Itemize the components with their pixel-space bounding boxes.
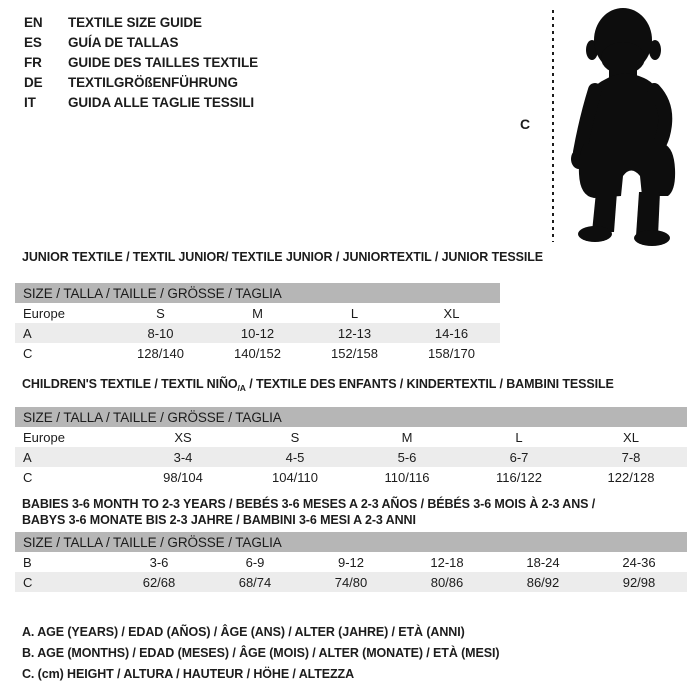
- size-cell: XL: [443, 305, 460, 321]
- childrens-textile-section: [15, 376, 687, 487]
- language-label: GUIDE DES TAILLES TEXTILE: [68, 55, 259, 70]
- size-table-row: [15, 447, 687, 467]
- section-title: [22, 496, 687, 528]
- children-size-table: [15, 407, 687, 487]
- size-cell: 158/170: [428, 345, 475, 361]
- size-cell: 3-6: [149, 554, 169, 570]
- size-cell: 4-5: [239, 447, 351, 467]
- junior-textile-section: [15, 249, 543, 363]
- section-title-text: / TEXTILE DES ENFANTS / KINDERTEXTIL / BAMBINI TESSILE: [245, 377, 614, 391]
- size-cell: 74/80: [303, 572, 399, 592]
- section-title-line1: BABIES 3-6 MONTH TO 2-3 YEARS / BEBÉS 3-6 MESES A 2-3 AÑOS / BÉBÉS 3-6 MOIS À 2-3 ANS /: [22, 497, 596, 511]
- size-cell: S: [156, 305, 165, 321]
- size-cell: 140/152: [234, 345, 281, 361]
- size-cell: 86/92: [495, 572, 591, 592]
- size-cell: S: [290, 429, 300, 445]
- size-cell: 110/116: [384, 469, 430, 485]
- size-cell: 14-16: [403, 323, 500, 343]
- size-cell: 12-18: [430, 554, 464, 570]
- language-code: EN: [24, 15, 43, 30]
- size-cell: 98/104: [163, 469, 203, 485]
- size-table-row: [15, 343, 500, 363]
- language-code: IT: [24, 95, 36, 110]
- row-label: A: [15, 323, 112, 343]
- size-table-row: [15, 303, 500, 323]
- size-cell: 62/68: [111, 572, 207, 592]
- size-table-row: [15, 552, 687, 572]
- size-cell: 5-6: [351, 447, 463, 467]
- row-label: A: [15, 447, 127, 467]
- section-title-text: CHILDREN'S TEXTILE / TEXTIL NIÑO: [22, 377, 238, 391]
- row-label: Europe: [23, 305, 65, 321]
- size-cell: XL: [623, 429, 639, 445]
- size-cell: 152/158: [331, 345, 378, 361]
- footnotes: [22, 622, 499, 685]
- size-table-row: [15, 323, 500, 343]
- language-label: GUIDA ALLE TAGLIE TESSILI: [68, 95, 254, 110]
- size-cell: 12-13: [306, 323, 403, 343]
- language-row: [24, 33, 258, 53]
- row-label: C: [23, 345, 33, 361]
- size-table-row: [15, 467, 687, 487]
- row-label: C: [15, 572, 111, 592]
- size-cell: 7-8: [575, 447, 687, 467]
- size-cell: M: [401, 429, 413, 445]
- size-cell: 128/140: [137, 345, 184, 361]
- footnote-c: C. (cm) HEIGHT / ALTURA / HAUTEUR / HÖHE / ALTEZZA: [22, 667, 355, 681]
- height-marker-label: C: [520, 116, 531, 132]
- junior-size-table: [15, 283, 500, 363]
- section-title: JUNIOR TEXTILE / TEXTIL JUNIOR/ TEXTILE JUNIOR / JUNIORTEXTIL / JUNIOR TESSILE: [22, 250, 543, 264]
- size-cell: M: [252, 305, 263, 321]
- size-cell: 3-4: [127, 447, 239, 467]
- size-table-row: [15, 427, 687, 447]
- row-label: C: [23, 469, 33, 485]
- language-list: [24, 13, 258, 113]
- size-cell: 9-12: [337, 554, 365, 570]
- size-cell: 6-9: [245, 554, 265, 570]
- language-row: [24, 53, 258, 73]
- size-cell: 6-7: [463, 447, 575, 467]
- language-row: [24, 93, 258, 113]
- size-cell: 80/86: [399, 572, 495, 592]
- row-label: B: [23, 554, 32, 570]
- language-code: FR: [24, 55, 42, 70]
- language-row: [24, 73, 258, 93]
- size-cell: 92/98: [591, 572, 687, 592]
- size-cell: 18-24: [526, 554, 560, 570]
- size-table-header: SIZE / TALLA / TAILLE / GRÖSSE / TAGLIA: [15, 407, 687, 427]
- language-row: [24, 13, 258, 33]
- row-label: Europe: [23, 429, 65, 445]
- section-title: [22, 376, 687, 396]
- language-code: DE: [24, 75, 43, 90]
- size-cell: 10-12: [209, 323, 306, 343]
- language-label: TEXTILE SIZE GUIDE: [68, 15, 202, 30]
- size-cell: L: [350, 305, 359, 321]
- size-table-row: [15, 572, 687, 592]
- height-figure: [520, 4, 698, 246]
- language-code: ES: [24, 35, 42, 50]
- footnote-b: B. AGE (MONTHS) / EDAD (MESES) / ÂGE (MOIS) / ALTER (MONATE) / ETÀ (MESI): [22, 646, 500, 660]
- size-cell: L: [515, 429, 523, 445]
- size-cell: 8-10: [112, 323, 209, 343]
- size-table-header: SIZE / TALLA / TAILLE / GRÖSSE / TAGLIA: [15, 283, 500, 303]
- size-table-header: SIZE / TALLA / TAILLE / GRÖSSE / TAGLIA: [15, 532, 687, 552]
- babies-textile-section: [15, 496, 687, 592]
- language-label: TEXTILGRÖßENFÜHRUNG: [68, 75, 238, 90]
- footnote-a: A. AGE (YEARS) / EDAD (AÑOS) / ÂGE (ANS) / ALTER (JAHRE) / ETÀ (ANNI): [22, 625, 465, 639]
- size-cell: 68/74: [207, 572, 303, 592]
- size-cell: 24-36: [622, 554, 656, 570]
- toddler-silhouette-icon: [564, 4, 698, 246]
- language-label: GUÍA DE TALLAS: [68, 35, 179, 50]
- size-cell: 116/122: [495, 469, 543, 485]
- babies-size-table: [15, 532, 687, 592]
- section-title-line2: BABYS 3-6 MONATE BIS 2-3 JAHRE / BAMBINI 3-6 MESI A 2-3 ANNI: [22, 513, 416, 527]
- size-cell: 122/128: [607, 469, 655, 485]
- size-cell: XS: [174, 429, 192, 445]
- size-cell: 104/110: [271, 469, 319, 485]
- section-title-subscript: /A: [237, 383, 246, 393]
- height-dotted-line: [552, 10, 554, 242]
